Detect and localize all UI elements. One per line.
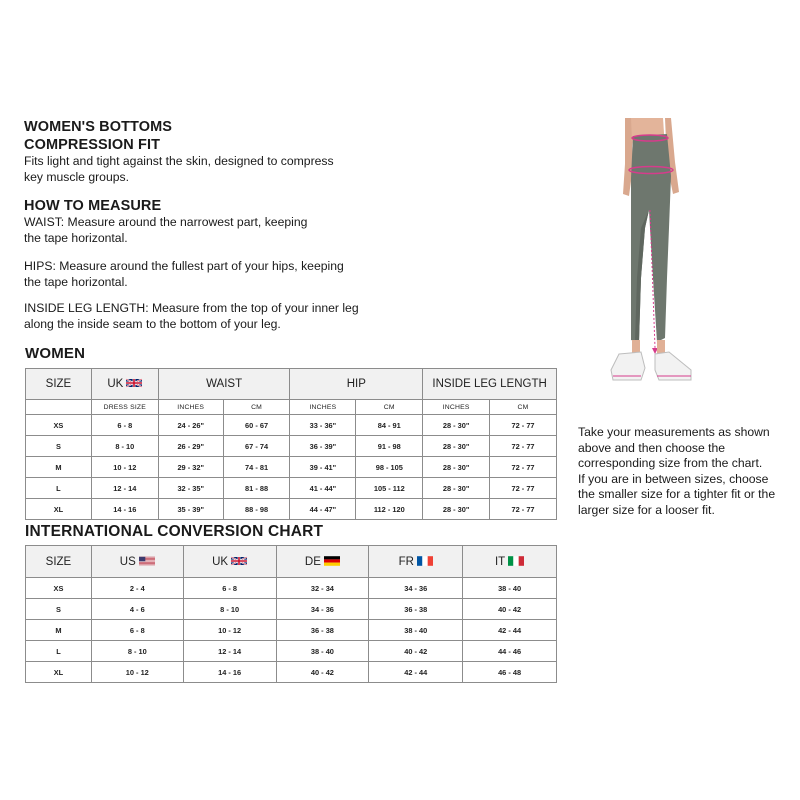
value-cell: 91 - 98 bbox=[356, 436, 423, 457]
value-cell: 44 - 47" bbox=[290, 499, 356, 520]
value-cell: 72 - 77 bbox=[490, 415, 557, 436]
conversion-table-body bbox=[26, 578, 557, 683]
subheader-hip-inches: INCHES bbox=[290, 400, 356, 415]
value-cell: 60 - 67 bbox=[223, 415, 290, 436]
conversion-table-header bbox=[26, 546, 557, 578]
conv-header-fr: FR bbox=[369, 546, 463, 578]
description-line: key muscle groups. bbox=[24, 170, 129, 184]
conv-header-it: IT bbox=[463, 546, 557, 578]
size-cell: M bbox=[26, 457, 92, 478]
value-cell: 8 - 10 bbox=[183, 599, 276, 620]
value-cell: 28 - 30" bbox=[423, 499, 490, 520]
value-cell: 6 - 8 bbox=[91, 620, 183, 641]
conv-header-size: SIZE bbox=[26, 546, 92, 578]
italy-flag-icon bbox=[508, 556, 524, 566]
value-cell: 26 - 29" bbox=[158, 436, 223, 457]
conv-header-us: US bbox=[91, 546, 183, 578]
how-to-measure-title: HOW TO MEASURE bbox=[24, 198, 162, 214]
conv-header-de: DE bbox=[276, 546, 369, 578]
product-title-line2: COMPRESSION FIT bbox=[24, 137, 161, 153]
value-cell: 28 - 30" bbox=[423, 415, 490, 436]
value-cell: 10 - 12 bbox=[91, 662, 183, 683]
value-cell: 112 - 120 bbox=[356, 499, 423, 520]
value-cell: 72 - 77 bbox=[490, 499, 557, 520]
conversion-table-row bbox=[26, 641, 557, 662]
value-cell: 42 - 44 bbox=[463, 620, 557, 641]
header-size: SIZE bbox=[26, 369, 92, 400]
note-line: Take your measurements as shown bbox=[578, 425, 770, 439]
value-cell: 8 - 10 bbox=[91, 641, 183, 662]
waist-instructions bbox=[24, 214, 307, 246]
value-cell: 10 - 12 bbox=[183, 620, 276, 641]
germany-flag-icon bbox=[324, 556, 340, 566]
women-table-title: WOMEN bbox=[25, 345, 86, 362]
value-cell: 36 - 38 bbox=[276, 620, 369, 641]
value-cell: 28 - 30" bbox=[423, 478, 490, 499]
leg-line: along the inside seam to the bottom of your leg. bbox=[24, 317, 281, 331]
subheader-hip-cm: CM bbox=[356, 400, 423, 415]
value-cell: 32 - 35" bbox=[158, 478, 223, 499]
value-cell: 105 - 112 bbox=[356, 478, 423, 499]
value-cell: 72 - 77 bbox=[490, 436, 557, 457]
value-cell: 28 - 30" bbox=[423, 457, 490, 478]
value-cell: 29 - 32" bbox=[158, 457, 223, 478]
value-cell: 6 - 8 bbox=[91, 415, 158, 436]
value-cell: 88 - 98 bbox=[223, 499, 290, 520]
value-cell: 74 - 81 bbox=[223, 457, 290, 478]
uk-flag-icon bbox=[231, 556, 247, 566]
uk-flag-icon bbox=[126, 378, 142, 388]
value-cell: 38 - 40 bbox=[463, 578, 557, 599]
value-cell: 2 - 4 bbox=[91, 578, 183, 599]
value-cell: 36 - 38 bbox=[369, 599, 463, 620]
conversion-table-row bbox=[26, 599, 557, 620]
women-table-row bbox=[26, 436, 557, 457]
conversion-table-row bbox=[26, 620, 557, 641]
value-cell: 72 - 77 bbox=[490, 457, 557, 478]
conversion-table bbox=[25, 545, 557, 683]
us-flag-icon bbox=[139, 556, 155, 566]
note-line: corresponding size from the chart. bbox=[578, 456, 763, 470]
hips-line: HIPS: Measure around the fullest part of your hips, keeping bbox=[24, 259, 344, 273]
size-cell: XS bbox=[26, 415, 92, 436]
women-table-header bbox=[26, 369, 557, 400]
subheader-waist-inches: INCHES bbox=[158, 400, 223, 415]
size-cell: XS bbox=[26, 578, 92, 599]
size-cell: M bbox=[26, 620, 92, 641]
note-line: the smaller size for a tighter fit or the bbox=[578, 487, 776, 501]
value-cell: 81 - 88 bbox=[223, 478, 290, 499]
value-cell: 38 - 40 bbox=[369, 620, 463, 641]
header-inside-leg: INSIDE LEG LENGTH bbox=[423, 369, 557, 400]
conv-header-uk: UK bbox=[183, 546, 276, 578]
description-line: Fits light and tight against the skin, designed to compress bbox=[24, 154, 334, 168]
value-cell: 34 - 36 bbox=[276, 599, 369, 620]
france-flag-icon bbox=[417, 556, 433, 566]
size-cell: S bbox=[26, 436, 92, 457]
waist-line: the tape horizontal. bbox=[24, 231, 128, 245]
size-cell: XL bbox=[26, 499, 92, 520]
note-line: If you are in between sizes, choose bbox=[578, 471, 769, 486]
size-cell: L bbox=[26, 478, 92, 499]
value-cell: 36 - 39" bbox=[290, 436, 356, 457]
conversion-table-row bbox=[26, 578, 557, 599]
women-table-row bbox=[26, 415, 557, 436]
value-cell: 35 - 39" bbox=[158, 499, 223, 520]
women-table-row bbox=[26, 478, 557, 499]
value-cell: 98 - 105 bbox=[356, 457, 423, 478]
subheader-leg-cm: CM bbox=[490, 400, 557, 415]
value-cell: 38 - 40 bbox=[276, 641, 369, 662]
value-cell: 14 - 16 bbox=[91, 499, 158, 520]
note-line: above and then choose the bbox=[578, 440, 726, 455]
size-cell: XL bbox=[26, 662, 92, 683]
value-cell: 40 - 42 bbox=[369, 641, 463, 662]
women-table-body bbox=[26, 415, 557, 520]
value-cell: 39 - 41" bbox=[290, 457, 356, 478]
subheader-dress-size: DRESS SIZE bbox=[91, 400, 158, 415]
subheader-leg-inches: INCHES bbox=[423, 400, 490, 415]
value-cell: 46 - 48 bbox=[463, 662, 557, 683]
value-cell: 12 - 14 bbox=[183, 641, 276, 662]
value-cell: 8 - 10 bbox=[91, 436, 158, 457]
waist-line: WAIST: Measure around the narrowest part, keeping bbox=[24, 215, 308, 229]
product-title bbox=[24, 118, 172, 154]
hips-instructions bbox=[24, 258, 344, 290]
subheader-empty bbox=[26, 400, 92, 415]
value-cell: 4 - 6 bbox=[91, 599, 183, 620]
conversion-table-row bbox=[26, 662, 557, 683]
value-cell: 44 - 46 bbox=[463, 641, 557, 662]
value-cell: 14 - 16 bbox=[183, 662, 276, 683]
product-title-line1: WOMEN'S BOTTOMS bbox=[24, 119, 173, 135]
value-cell: 28 - 30" bbox=[423, 436, 490, 457]
women-table-subheader bbox=[26, 400, 557, 415]
header-waist: WAIST bbox=[158, 369, 290, 400]
size-advice-note bbox=[578, 425, 775, 518]
value-cell: 24 - 26" bbox=[158, 415, 223, 436]
women-table-row bbox=[26, 499, 557, 520]
subheader-waist-cm: CM bbox=[223, 400, 290, 415]
value-cell: 33 - 36" bbox=[290, 415, 356, 436]
value-cell: 72 - 77 bbox=[490, 478, 557, 499]
value-cell: 40 - 42 bbox=[463, 599, 557, 620]
model-leggings-illustration bbox=[595, 118, 725, 408]
note-line: larger size for a looser fit. bbox=[578, 502, 715, 517]
hips-line: the tape horizontal. bbox=[24, 275, 128, 289]
value-cell: 32 - 34 bbox=[276, 578, 369, 599]
value-cell: 40 - 42 bbox=[276, 662, 369, 683]
value-cell: 10 - 12 bbox=[91, 457, 158, 478]
value-cell: 34 - 36 bbox=[369, 578, 463, 599]
header-uk: UK bbox=[91, 369, 158, 400]
value-cell: 41 - 44" bbox=[290, 478, 356, 499]
inside-leg-instructions bbox=[24, 300, 359, 332]
women-table-row bbox=[26, 457, 557, 478]
size-cell: L bbox=[26, 641, 92, 662]
value-cell: 84 - 91 bbox=[356, 415, 423, 436]
value-cell: 67 - 74 bbox=[223, 436, 290, 457]
value-cell: 42 - 44 bbox=[369, 662, 463, 683]
header-hip: HIP bbox=[290, 369, 423, 400]
conversion-table-title: INTERNATIONAL CONVERSION CHART bbox=[25, 523, 324, 540]
women-size-table bbox=[25, 368, 557, 520]
value-cell: 12 - 14 bbox=[91, 478, 158, 499]
leg-line: INSIDE LEG LENGTH: Measure from the top of your inner leg bbox=[24, 301, 359, 315]
product-description bbox=[24, 153, 334, 185]
size-cell: S bbox=[26, 599, 92, 620]
value-cell: 6 - 8 bbox=[183, 578, 276, 599]
